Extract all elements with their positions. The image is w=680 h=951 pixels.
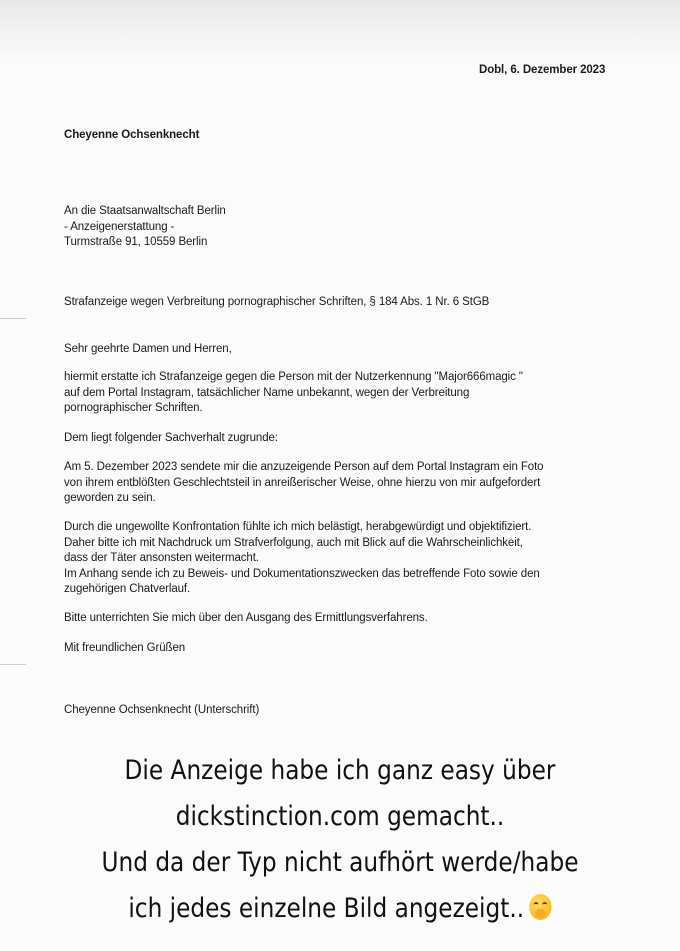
address-line: An die Staatsanwaltschaft Berlin	[64, 205, 226, 217]
letter-date: Dobl, 6. Dezember 2023	[479, 64, 606, 76]
edge-marker	[0, 318, 26, 319]
text-line: hiermit erstatte ich Strafanzeige gegen die Person mit der Nutzerkennung "Major666magic "	[64, 371, 523, 383]
story-caption	[48, 748, 633, 932]
caption-line: Die Anzeige habe ich ganz easy über	[124, 755, 556, 786]
text-line: Im Anhang sende ich zu Beweis- und Dokumentationszwecken das betreffende Foto sowie den	[64, 567, 540, 580]
text-line: geworden zu sein.	[64, 492, 156, 504]
text-line: Daher bitte ich mit Nachdruck um Strafverfolgung, auch mit Blick auf die Wahrscheinlichkeit,	[64, 536, 523, 549]
address-line: - Anzeigenerstattung -	[64, 220, 175, 233]
subject-line: Strafanzeige wegen Verbreitung pornographischer Schriften, § 184 Abs. 1 Nr. 6 StGB	[64, 296, 490, 308]
text-line: pornographischer Schriften.	[64, 402, 203, 414]
paragraph-facts	[64, 460, 543, 507]
text-line: von ihrem entblößten Geschlechtsteil in anreißerischer Weise, ohne hierzu von mir aufgefordert	[64, 476, 541, 489]
edge-marker	[0, 664, 26, 665]
text-line: dass der Täter ansonsten weitermacht.	[64, 552, 259, 564]
salutation: Sehr geehrte Damen und Herren,	[64, 343, 232, 355]
recipient-address	[64, 204, 226, 251]
paragraph-notify: Bitte unterrichten Sie mich über den Ausgang des Ermittlungsverfahrens.	[64, 612, 428, 624]
blushing-face-icon	[529, 894, 551, 920]
caption-line-last	[48, 886, 633, 932]
text-line: Am 5. Dezember 2023 sendete mir die anzuzeigende Person auf dem Portal Instagram ein Foto	[64, 461, 544, 473]
top-shadow	[0, 0, 680, 60]
caption-line: dickstinction.com gemacht..	[175, 801, 505, 832]
text-line: zugehörigen Chatverlauf.	[64, 583, 191, 595]
text-line: Durch die ungewollte Konfrontation fühlte ich mich belästigt, herabgewürdigt und objektifiziert.	[64, 521, 532, 533]
address-line: Turmstraße 91, 10559 Berlin	[64, 236, 208, 248]
sender-name: Cheyenne Ochsenknecht	[64, 129, 200, 141]
paragraph-intro	[64, 370, 523, 417]
closing: Mit freundlichen Grüßen	[64, 642, 186, 654]
signature: Cheyenne Ochsenknecht (Unterschrift)	[64, 704, 260, 716]
text-line: auf dem Portal Instagram, tatsächlicher Name unbekannt, wegen der Verbreitung	[64, 386, 470, 399]
caption-line-text: ich jedes einzelne Bild angezeigt..	[128, 893, 525, 924]
paragraph-request	[64, 520, 540, 598]
caption-line: Und da der Typ nicht aufhört werde/habe	[101, 847, 579, 878]
paragraph-facts-heading: Dem liegt folgender Sachverhalt zugrunde:	[64, 432, 278, 444]
